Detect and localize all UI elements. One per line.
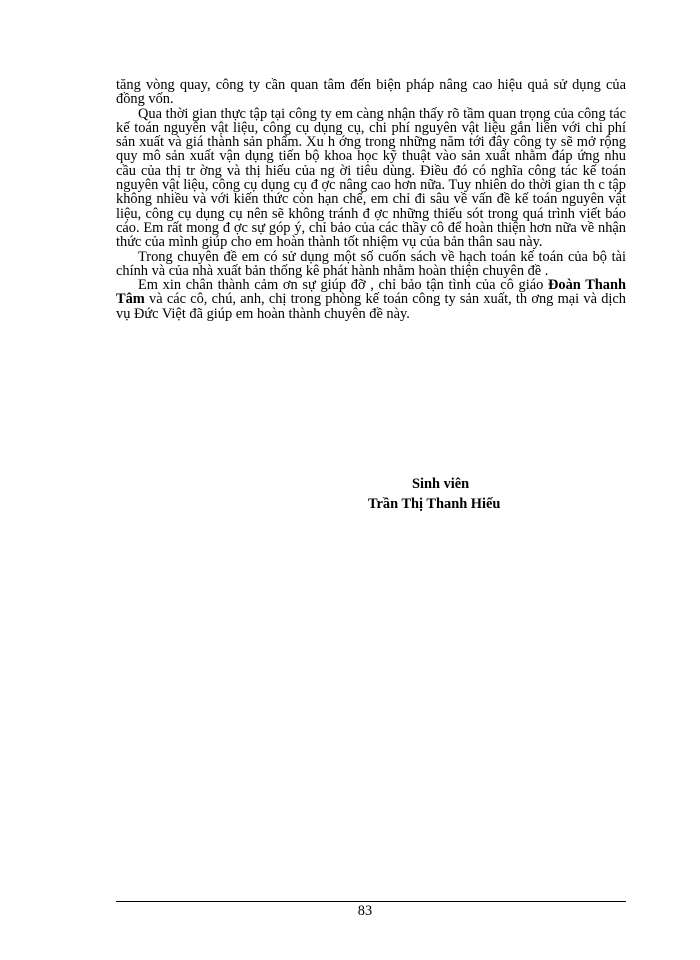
document-body [116,78,626,321]
paragraph-4-text-after: và các cô, chú, anh, chị trong phòng kế toán công ty sản xuất, th ơng mại và dịch vụ Đức Việt đã giúp em hoàn thành chuyên đề này. [116,291,626,322]
paragraph-4 [116,278,626,321]
paragraph-3: Trong chuyên đề em có sử dụng một số cuốn sách về hạch toán kế toán của bộ tài chính và của nhà xuất bản thống kê phát hành nhằm hoàn thiện chuyên đề . [116,248,626,279]
signature-name: Trần Thị Thanh Hiếu [368,496,501,512]
signature-role: Sinh viên [412,476,470,492]
paragraph-2: Qua thời gian thực tập tại công ty em càng nhận thấy rõ tầm quan trọng của công tác kế toán nguyên vật liệu, công cụ dụng cụ, chi phí nguyên vật liệu gắn liền với chi phí sản xuất và giá thành sản phẩm. Xu h ớng trong những năm tới đây công ty sẽ mở rộng quy mô sản xuất vận dụng tiến bộ khoa học kỹ thuật vào sản xuất nhằm đáp ứng nhu cầu của thị tr ờng và thị hiếu của ng ời tiêu dùng. Điều đó có nghĩa công tác kế toán nguyên vật liệu, công cụ dụng cụ đ ợc nâng cao hơn nữa. Tuy nhiên do thời gian th c tập không nhiều và với kiến thức còn hạn chế, em chỉ đi sâu về vấn đề kế toán nguyên vật liệu, công cụ dụng cụ nên sẽ không tránh đ ợc những thiếu sót trong quá trình viết báo cáo. Em rất mong đ ợc sự góp ý, chỉ bảo của các thầy cô để hoàn thiện hơn nữa về nhận thức của mình giúp cho em hoàn thành tốt nhiệm vụ của bản thân sau này. [116,105,626,251]
page-number [0,903,700,920]
teacher-name: Đoàn Thanh Tâm [116,277,627,308]
page-number-text: 83 [357,903,373,919]
paragraph-4-text-before: Em xin chân thành cảm ơn sự giúp đỡ , chỉ bảo tận tình của cô giáo [138,277,548,294]
paragraph-1: tăng vòng quay, công ty cần quan tâm đến biện pháp nâng cao hiệu quả sử dụng của đồng vốn. [116,77,626,108]
footer-divider [116,901,626,902]
